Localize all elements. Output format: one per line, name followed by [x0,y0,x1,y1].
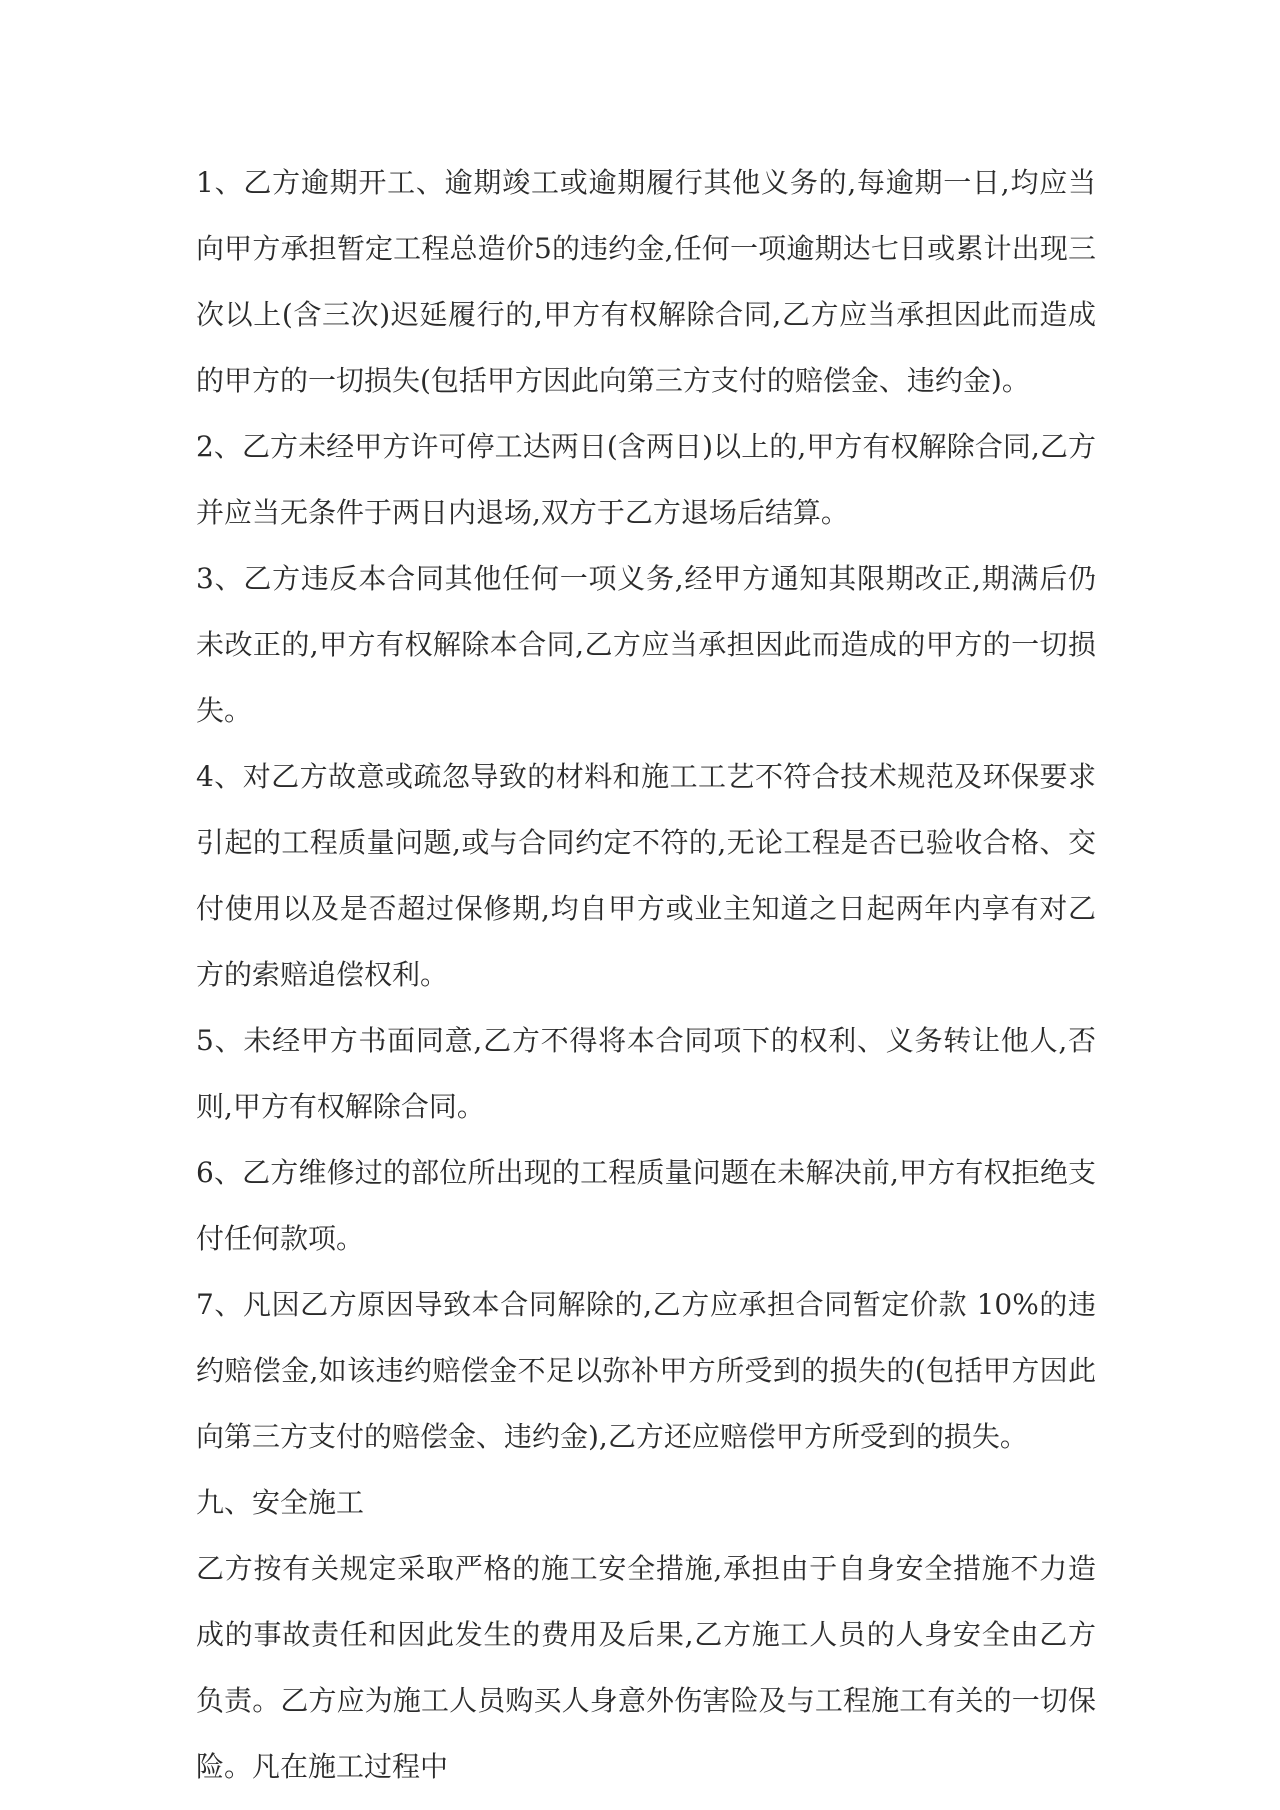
clause-4-paragraph: 4、对乙方故意或疏忽导致的材料和施工工艺不符合技术规范及环保要求引起的工程质量问题,或与合同约定不符的,无论工程是否已验收合格、交付使用以及是否超过保修期,均自甲方或业主知道之日起两年内享有对乙方的索赔追偿权利。 [196,760,1096,991]
section-body-paragraph: 乙方按有关规定采取严格的施工安全措施,承担由于自身安全措施不力造成的事故责任和因此发生的费用及后果,乙方施工人员的人身安全由乙方负责。乙方应为施工人员购买人身意外伤害险及与工程施工有关的一切保险。凡在施工过程中 [196,1552,1096,1783]
clause-7-paragraph: 7、凡因乙方原因导致本合同解除的,乙方应承担合同暂定价款 10%的违约赔偿金,如该违约赔偿金不足以弥补甲方所受到的损失的(包括甲方因此向第三方支付的赔偿金、违约金),乙方还应赔偿甲方所受到的损失。 [196,1288,1096,1453]
clause-6-paragraph: 6、乙方维修过的部位所出现的工程质量问题在未解决前,甲方有权拒绝支付任何款项。 [196,1156,1096,1255]
clause-5-paragraph: 5、未经甲方书面同意,乙方不得将本合同项下的权利、义务转让他人,否则,甲方有权解除合同。 [196,1024,1096,1123]
clause-3-paragraph: 3、乙方违反本合同其他任何一项义务,经甲方通知其限期改正,期满后仍未改正的,甲方有权解除本合同,乙方应当承担因此而造成的甲方的一切损失。 [196,562,1096,727]
section-heading: 九、安全施工 [196,1486,365,1519]
document-page [196,150,1096,1800]
clause-2-paragraph: 2、乙方未经甲方许可停工达两日(含两日)以上的,甲方有权解除合同,乙方并应当无条件于两日内退场,双方于乙方退场后结算。 [196,430,1096,529]
clause-1-paragraph: 1、乙方逾期开工、逾期竣工或逾期履行其他义务的,每逾期一日,均应当向甲方承担暂定工程总造价5的违约金,任何一项逾期达七日或累计出现三次以上(含三次)迟延履行的,甲方有权解除合同,乙方应当承担因此而造成的甲方的一切损失(包括甲方因此向第三方支付的赔偿金、违约金)。 [196,166,1096,397]
